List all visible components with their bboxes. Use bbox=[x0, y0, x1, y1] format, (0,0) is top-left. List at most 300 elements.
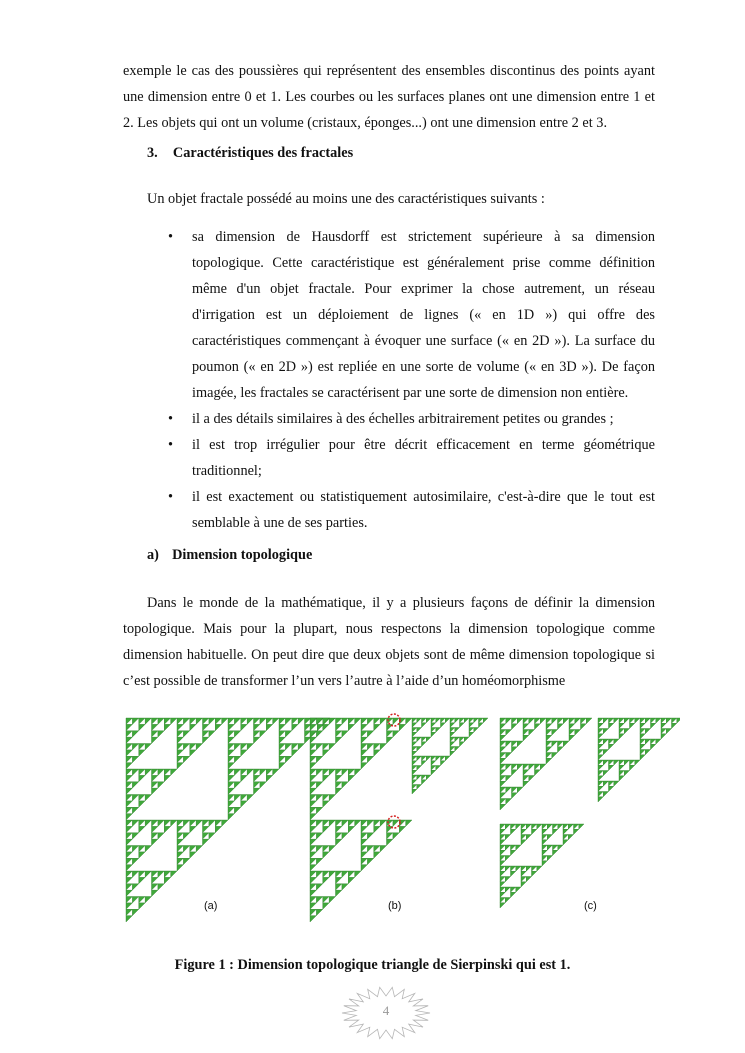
fractal-cell bbox=[234, 769, 240, 775]
fractal-cell bbox=[228, 801, 234, 807]
fractal-cell bbox=[310, 858, 316, 864]
fractal-cell bbox=[323, 846, 329, 852]
fractal-cell bbox=[537, 866, 542, 871]
fractal-cell bbox=[126, 909, 132, 915]
fractal-cell bbox=[260, 718, 266, 724]
fractal-cell bbox=[316, 858, 322, 864]
fractal-cell bbox=[417, 737, 422, 742]
fractal-cell bbox=[505, 856, 510, 861]
fractal-cell bbox=[177, 718, 183, 724]
fractal-cell bbox=[412, 770, 417, 775]
fractal-cell bbox=[422, 742, 427, 747]
fractal-cell bbox=[563, 741, 569, 747]
fractal-cell bbox=[500, 747, 506, 753]
fractal-cell bbox=[552, 718, 558, 724]
fractal-cell bbox=[581, 724, 587, 730]
fractal-cell bbox=[126, 763, 132, 769]
fractal-cell bbox=[546, 718, 552, 724]
fractal-cell bbox=[661, 718, 666, 723]
fractal-cell bbox=[336, 871, 342, 877]
fractal-cell bbox=[380, 846, 386, 852]
fractal-cell bbox=[412, 751, 417, 756]
fractal-cell bbox=[624, 718, 629, 723]
fractal-cell bbox=[361, 833, 367, 839]
fractal-cell bbox=[164, 775, 170, 781]
section-lead: Un objet fractale possédé au moins une des caractéristiques suivants : bbox=[147, 191, 545, 207]
fractal-cell bbox=[445, 718, 450, 723]
fractal-cell bbox=[500, 903, 505, 908]
fractal-cell bbox=[196, 718, 202, 724]
fractal-cell bbox=[609, 760, 614, 765]
fractal-cell bbox=[546, 730, 552, 736]
fractal-cell bbox=[511, 845, 516, 850]
fractal-cell bbox=[500, 877, 505, 882]
fractal-cell bbox=[517, 787, 523, 793]
fractal-cell bbox=[672, 723, 677, 728]
fractal-cell bbox=[521, 882, 526, 887]
fractal-cell bbox=[228, 795, 234, 801]
fractal-cell bbox=[619, 771, 624, 776]
fractal-cell bbox=[542, 861, 547, 866]
fractal-cell bbox=[266, 718, 272, 724]
fractal-cell bbox=[500, 724, 506, 730]
fractal-cell bbox=[310, 839, 316, 845]
fractal-cell bbox=[500, 804, 506, 810]
fractal-cell bbox=[568, 835, 573, 840]
fractal-cell bbox=[126, 852, 132, 858]
fractal-cell bbox=[342, 820, 348, 826]
fractal-cell bbox=[603, 781, 608, 786]
fractal-cell bbox=[431, 718, 436, 723]
fractal-cell bbox=[152, 782, 158, 788]
fractal-cell bbox=[126, 782, 132, 788]
fractal-cell bbox=[329, 744, 335, 750]
fractal-cell bbox=[126, 890, 132, 896]
fractal-cell bbox=[336, 718, 342, 724]
fractal-cell bbox=[145, 846, 151, 852]
fractal-cell bbox=[228, 756, 234, 762]
fractal-cell bbox=[542, 845, 547, 850]
fractal-cell bbox=[393, 731, 399, 737]
list-item-text: il est exactement ou statistiquement autosimilaire, c'est-à-dire que le tout est semblable à une de ses parties. bbox=[192, 489, 655, 531]
fractal-cell bbox=[412, 737, 417, 742]
fractal-cell bbox=[651, 744, 656, 749]
fractal-cell bbox=[342, 871, 348, 877]
fractal-cell bbox=[603, 792, 608, 797]
fractal-cell bbox=[228, 724, 234, 730]
fractal-cell bbox=[177, 839, 183, 845]
fractal-cell bbox=[598, 760, 603, 765]
fractal-cell bbox=[126, 897, 132, 903]
fractal-cell bbox=[132, 807, 138, 813]
fractal-cell bbox=[126, 807, 132, 813]
fractal-cell bbox=[547, 856, 552, 861]
fractal-cell bbox=[640, 739, 645, 744]
fractal-cell bbox=[152, 788, 158, 794]
fractal-cell bbox=[316, 871, 322, 877]
fractal-cell bbox=[666, 718, 671, 723]
fractal-cell bbox=[329, 795, 335, 801]
fractal-cell bbox=[228, 782, 234, 788]
fractal-cell bbox=[505, 898, 510, 903]
fractal-cell bbox=[273, 769, 279, 775]
fractal-cell bbox=[630, 760, 635, 765]
fractal-cell bbox=[505, 835, 510, 840]
panel-label-b: (b) bbox=[388, 900, 402, 912]
fractal-cell bbox=[552, 730, 558, 736]
fractal-cell bbox=[273, 718, 279, 724]
fractal-cell bbox=[183, 820, 189, 826]
fractal-cell bbox=[164, 877, 170, 883]
fractal-cell bbox=[500, 753, 506, 759]
fractal-cell bbox=[279, 750, 285, 756]
fractal-cell bbox=[228, 775, 234, 781]
fractal-cell bbox=[422, 756, 427, 761]
fractal-cell bbox=[651, 723, 656, 728]
fractal-cell bbox=[361, 724, 367, 730]
fractal-cell bbox=[329, 846, 335, 852]
page-number: 4 bbox=[382, 1003, 390, 1018]
fractal-cell bbox=[323, 750, 329, 756]
fractal-cell bbox=[247, 795, 253, 801]
fractal-cell bbox=[506, 718, 512, 724]
fractal-cell bbox=[500, 758, 506, 764]
fractal-cell bbox=[336, 775, 342, 781]
fractal-cell bbox=[361, 731, 367, 737]
fractal-cell bbox=[367, 858, 373, 864]
fractal-cell bbox=[516, 824, 521, 829]
fractal-cell bbox=[417, 728, 422, 733]
fractal-cell bbox=[441, 756, 446, 761]
fractal-cell bbox=[635, 718, 640, 723]
fractal-cell bbox=[521, 835, 526, 840]
fractal-cell bbox=[355, 718, 361, 724]
fractal-cell bbox=[209, 820, 215, 826]
fractal-cell bbox=[511, 887, 516, 892]
fractal-cell bbox=[535, 724, 541, 730]
topology-paragraph: Dans le monde de la mathématique, il y a plusieurs façons de définir la dimension topologique. Mais pour la plupart, nous respectons la dimension topologique comme dimension habituelle. On peut dire que deux objets sont de même dimension topologique si c’est possible de transformer l’un vers l’autre à l’aide d’un homéomorphisme bbox=[123, 595, 655, 689]
list-item bbox=[168, 484, 655, 536]
fractal-cell bbox=[426, 737, 431, 742]
fractal-cell bbox=[329, 718, 335, 724]
fractal-cell bbox=[563, 824, 568, 829]
fractal-cell bbox=[529, 730, 535, 736]
section-heading bbox=[147, 145, 353, 162]
fractal-cell bbox=[348, 718, 354, 724]
fractal-cell bbox=[158, 718, 164, 724]
fractal-cell bbox=[523, 770, 529, 776]
fractal-cell bbox=[609, 786, 614, 791]
fractal-cell bbox=[260, 769, 266, 775]
fractal-cell bbox=[323, 724, 329, 730]
fractal-cell bbox=[500, 718, 506, 724]
fractal-cell bbox=[209, 718, 215, 724]
fractal-cell bbox=[640, 750, 645, 755]
fractal-cell bbox=[542, 824, 547, 829]
fractal-cell bbox=[336, 737, 342, 743]
fractal-cell bbox=[469, 732, 474, 737]
fractal-cell bbox=[609, 739, 614, 744]
fractal-cell bbox=[203, 839, 209, 845]
fractal-cell bbox=[436, 766, 441, 771]
list-item-text: il a des détails similaires à des échelles arbitrairement petites ou grandes ; bbox=[192, 411, 614, 427]
fractal-cell bbox=[158, 731, 164, 737]
fractal-cell bbox=[355, 769, 361, 775]
fractal-cell bbox=[532, 829, 537, 834]
subsection-title: Dimension topologique bbox=[172, 547, 313, 563]
fractal-cell bbox=[609, 744, 614, 749]
fractal-cell bbox=[279, 744, 285, 750]
fractal-cell bbox=[310, 750, 316, 756]
fractal-cell bbox=[361, 839, 367, 845]
fractal-cell bbox=[512, 741, 518, 747]
fractal-cell bbox=[367, 731, 373, 737]
fractal-cell bbox=[500, 730, 506, 736]
fractal-cell bbox=[367, 756, 373, 762]
fractal-cell bbox=[260, 782, 266, 788]
fractal-cell bbox=[361, 750, 367, 756]
fractal-cell bbox=[603, 729, 608, 734]
fractal-cell bbox=[532, 824, 537, 829]
fractal-cell bbox=[523, 764, 529, 770]
fractal-cell bbox=[215, 820, 221, 826]
fractal-cell bbox=[126, 814, 132, 820]
fractal-cell bbox=[177, 833, 183, 839]
fractal-cell bbox=[500, 824, 505, 829]
fractal-cell bbox=[132, 820, 138, 826]
fractal-cell bbox=[215, 724, 221, 730]
fractal-cell bbox=[209, 833, 215, 839]
fractal-cell bbox=[126, 795, 132, 801]
fractal-cell bbox=[546, 724, 552, 730]
fractal-cell bbox=[177, 750, 183, 756]
fractal-cell bbox=[139, 750, 145, 756]
fractal-cell bbox=[316, 897, 322, 903]
fractal-cell bbox=[506, 753, 512, 759]
fractal-cell bbox=[500, 787, 506, 793]
fractal-cell bbox=[450, 723, 455, 728]
fractal-cell bbox=[279, 763, 285, 769]
fractal-cell bbox=[126, 865, 132, 871]
fractal-cell bbox=[426, 775, 431, 780]
fractal-cell bbox=[574, 829, 579, 834]
fractal-cell bbox=[164, 718, 170, 724]
fractal-cell bbox=[630, 718, 635, 723]
fractal-cell bbox=[521, 829, 526, 834]
fractal-cell bbox=[310, 801, 316, 807]
fractal-cell bbox=[342, 884, 348, 890]
fractal-cell bbox=[139, 769, 145, 775]
fractal-cell bbox=[234, 718, 240, 724]
fractal-cell bbox=[336, 833, 342, 839]
fractal-cell bbox=[228, 788, 234, 794]
fractal-cell bbox=[511, 829, 516, 834]
fractal-cell bbox=[506, 787, 512, 793]
fractal-cell bbox=[406, 820, 412, 826]
fractal-cell bbox=[417, 718, 422, 723]
fractal-cell bbox=[412, 747, 417, 752]
sierpinski-triangles bbox=[126, 718, 680, 922]
fractal-cell bbox=[241, 744, 247, 750]
fractal-cell bbox=[228, 750, 234, 756]
fractal-cell bbox=[367, 744, 373, 750]
fractal-cell bbox=[222, 718, 228, 724]
fractal-cell bbox=[139, 897, 145, 903]
fractal-cell bbox=[431, 770, 436, 775]
fractal-cell bbox=[661, 729, 666, 734]
fractal-cell bbox=[547, 824, 552, 829]
fractal-cell bbox=[171, 871, 177, 877]
fractal-cell bbox=[505, 866, 510, 871]
fractal-cell bbox=[469, 728, 474, 733]
fractal-cell bbox=[645, 729, 650, 734]
fractal-cell bbox=[422, 775, 427, 780]
fractal-cell bbox=[505, 887, 510, 892]
fractal-cell bbox=[126, 769, 132, 775]
fractal-cell bbox=[417, 756, 422, 761]
fractal-cell bbox=[553, 850, 558, 855]
fractal-cell bbox=[196, 744, 202, 750]
fractal-cell bbox=[164, 871, 170, 877]
fractal-cell bbox=[183, 846, 189, 852]
fractal-cell bbox=[247, 769, 253, 775]
fractal-cell bbox=[183, 833, 189, 839]
characteristics-list bbox=[168, 224, 655, 536]
fractal-cell bbox=[441, 761, 446, 766]
fractal-cell bbox=[158, 782, 164, 788]
fractal-cell bbox=[361, 826, 367, 832]
fractal-cell bbox=[139, 724, 145, 730]
fractal-cell bbox=[190, 846, 196, 852]
fractal-cell bbox=[537, 824, 542, 829]
fractal-cell bbox=[183, 858, 189, 864]
fractal-cell bbox=[431, 732, 436, 737]
fractal-cell bbox=[431, 756, 436, 761]
fractal-cell bbox=[500, 892, 505, 897]
fractal-cell bbox=[450, 742, 455, 747]
bullet-icon: • bbox=[168, 411, 174, 427]
fractal-cell bbox=[361, 744, 367, 750]
fractal-cell bbox=[329, 897, 335, 903]
fractal-cell bbox=[348, 826, 354, 832]
fractal-cell bbox=[126, 718, 132, 724]
fractal-cell bbox=[523, 718, 529, 724]
fractal-cell bbox=[139, 877, 145, 883]
fractal-cell bbox=[426, 718, 431, 723]
fractal-cell bbox=[511, 824, 516, 829]
fractal-cell bbox=[436, 718, 441, 723]
fractal-cell bbox=[158, 871, 164, 877]
fractal-cell bbox=[254, 718, 260, 724]
fractal-cell bbox=[152, 890, 158, 896]
fractal-cell bbox=[336, 884, 342, 890]
fractal-cell bbox=[298, 744, 304, 750]
fractal-cell bbox=[298, 718, 304, 724]
fractal-cell bbox=[374, 852, 380, 858]
fractal-cell bbox=[526, 866, 531, 871]
fractal-cell bbox=[661, 723, 666, 728]
fractal-cell bbox=[190, 744, 196, 750]
fractal-cell bbox=[535, 718, 541, 724]
fractal-cell bbox=[323, 775, 329, 781]
fractal-cell bbox=[292, 744, 298, 750]
fractal-cell bbox=[598, 765, 603, 770]
fractal-cell bbox=[609, 723, 614, 728]
fractal-cell bbox=[152, 877, 158, 883]
fractal-cell bbox=[412, 742, 417, 747]
fractal-cell bbox=[624, 771, 629, 776]
fractal-cell bbox=[279, 737, 285, 743]
fractal-cell bbox=[342, 769, 348, 775]
fractal-cell bbox=[624, 760, 629, 765]
fractal-cell bbox=[164, 724, 170, 730]
fractal-cell bbox=[517, 718, 523, 724]
fractal-cell bbox=[152, 737, 158, 743]
fractal-cell bbox=[529, 764, 535, 770]
fractal-cell bbox=[516, 866, 521, 871]
fractal-cell bbox=[177, 731, 183, 737]
fractal-cell bbox=[500, 781, 506, 787]
fractal-cell bbox=[316, 795, 322, 801]
fractal-cell bbox=[640, 718, 645, 723]
fractal-cell bbox=[190, 852, 196, 858]
fractal-cell bbox=[598, 723, 603, 728]
fractal-cell bbox=[177, 852, 183, 858]
fractal-cell bbox=[152, 769, 158, 775]
fractal-cell bbox=[516, 887, 521, 892]
fractal-cell bbox=[228, 731, 234, 737]
fractal-cell bbox=[529, 718, 535, 724]
fractal-cell bbox=[310, 826, 316, 832]
panel-label-a: (a) bbox=[204, 900, 218, 912]
fractal-cell bbox=[266, 724, 272, 730]
fractal-cell bbox=[171, 718, 177, 724]
fractal-cell bbox=[222, 820, 228, 826]
fractal-cell bbox=[558, 824, 563, 829]
fractal-cell bbox=[523, 735, 529, 741]
fractal-cell bbox=[511, 866, 516, 871]
fractal-cell bbox=[422, 761, 427, 766]
fractal-cell bbox=[323, 820, 329, 826]
fractal-cell bbox=[374, 750, 380, 756]
list-item-text: il est trop irrégulier pour être décrit efficacement en terme géométrique traditionnel; bbox=[192, 437, 655, 479]
fractal-cell bbox=[598, 718, 603, 723]
fractal-cell bbox=[374, 744, 380, 750]
fractal-cell bbox=[361, 858, 367, 864]
fractal-cell bbox=[310, 763, 316, 769]
fractal-cell bbox=[399, 724, 405, 730]
fractal-cell bbox=[152, 826, 158, 832]
fractal-cell bbox=[348, 871, 354, 877]
fractal-cell bbox=[254, 731, 260, 737]
list-item-text: sa dimension de Hausdorff est strictement supérieure à sa dimension topologique. Cette caractéristique est généralement prise comme définition même d'un objet fractale. Pour exprimer la chose autrement, un réseau d'irrigation est un déploiement de lignes (« en 1D ») qui offre des caractéristiques commençant à évoquer une surface (« en 2D »). La surface du poumon (« en 2D ») est repliée en une sorte de volume (« en 3D »). De façon imagée, les fractales se caractérisent par une sorte de dimension non entière. bbox=[192, 229, 655, 401]
fractal-cell bbox=[183, 718, 189, 724]
fractal-cell bbox=[387, 731, 393, 737]
fractal-cell bbox=[455, 718, 460, 723]
fractal-cell bbox=[254, 782, 260, 788]
fractal-cell bbox=[546, 753, 552, 759]
fractal-cell bbox=[228, 718, 234, 724]
fractal-cell bbox=[412, 766, 417, 771]
fractal-cell bbox=[558, 845, 563, 850]
fractal-cell bbox=[132, 871, 138, 877]
fractal-cell bbox=[526, 835, 531, 840]
fractal-cell bbox=[558, 747, 564, 753]
fractal-cell bbox=[460, 742, 465, 747]
fractal-cell bbox=[614, 739, 619, 744]
fractal-cell bbox=[316, 884, 322, 890]
fractal-cell bbox=[183, 744, 189, 750]
